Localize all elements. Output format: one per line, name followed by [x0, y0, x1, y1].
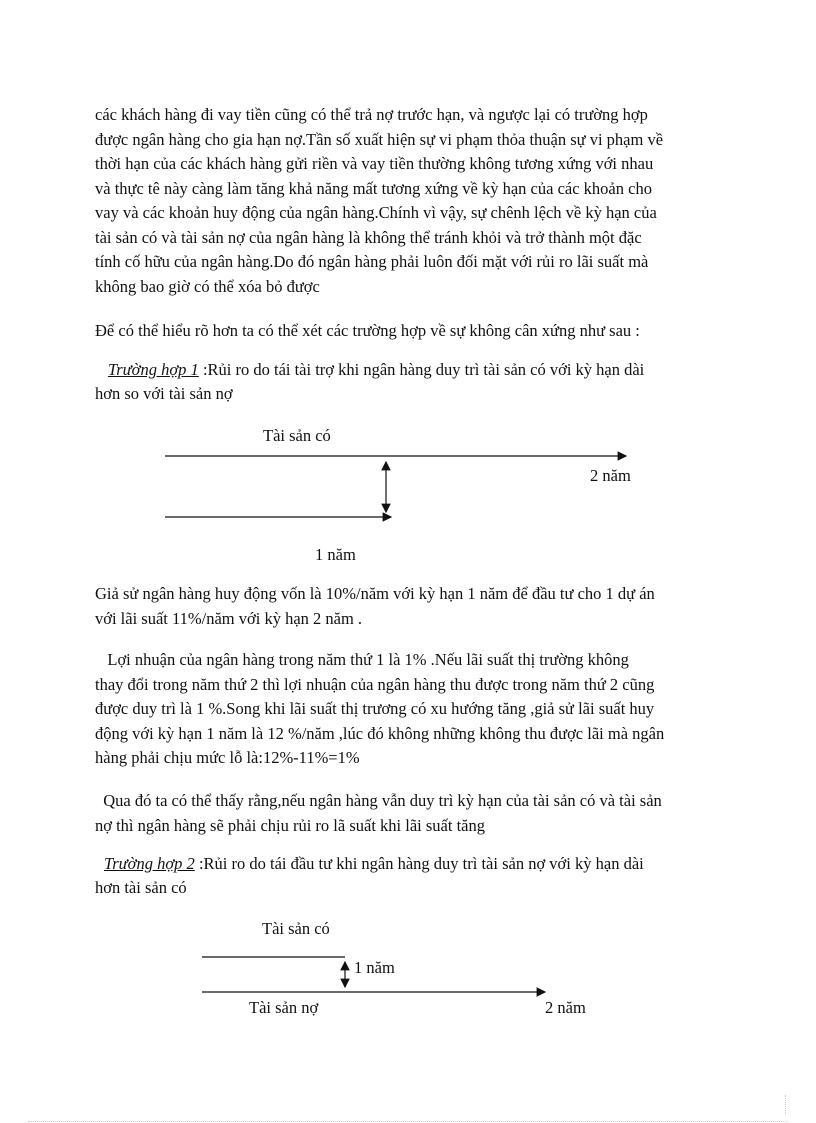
text-line: tính cố hữu của ngân hàng.Do đó ngân hàng phải luôn đối mặt với rủi ro lãi suất mà	[95, 252, 649, 271]
text-line: không bao giờ có thể xóa bỏ được	[95, 276, 320, 296]
diagram-2-assets-label: Tài sản có	[262, 919, 330, 938]
case-2-description: :Rủi ro do tái đầu tư khi ngân hàng duy trì tài sản nợ với kỳ hạn dài	[194, 854, 644, 873]
case-2-heading	[104, 852, 718, 877]
diagram-1-one-year-label: 1 năm	[315, 545, 356, 564]
text-line: vay và các khoản huy động của ngân hàng.Chính vì vậy, sự chênh lệch về kỳ hạn của	[95, 203, 657, 222]
text-line: được ngân hàng cho gia hạn nợ.Tần số xuất hiện sự vi phạm thỏa thuận sự vi phạm về	[95, 129, 664, 149]
text-line: với lãi suất 11%/năm với kỳ hạn 2 năm .	[95, 608, 363, 628]
diagram-1-assets-label: Tài sản có	[263, 426, 331, 445]
text-line	[104, 852, 718, 877]
text-line: Qua đó ta có thể thấy rằng,nếu ngân hàng vẫn duy trì kỳ hạn của tài sản có và tài sản	[95, 791, 662, 810]
text-line: nợ thì ngân hàng sẽ phải chịu rủi ro lã suất khi lãi suất tăng	[95, 815, 485, 835]
case-2-heading-cont	[95, 876, 720, 901]
text-line: động với kỳ hạn 1 năm là 12 %/năm ,lúc đó không những không thu được lãi mà ngân	[95, 723, 665, 743]
case-2-label: Trường hợp 2	[104, 854, 195, 873]
text-line: hàng phải chịu mức lỗ là:12%-11%=1%	[95, 748, 360, 767]
text-line: thay đổi trong năm thứ 2 thì lợi nhuận của ngân hàng thu được trong năm thứ 2 cũng	[95, 674, 655, 694]
case-1-description: :Rủi ro do tái tài trợ khi ngân hàng duy trì tài sản có với kỳ hạn dài	[198, 360, 645, 379]
diagram-2-two-years-label: 2 năm	[545, 998, 586, 1017]
diagram-2-one-year-label: 1 năm	[354, 958, 395, 977]
page-bottom-rule	[28, 1121, 788, 1122]
case-1-label: Trường hợp 1	[108, 360, 199, 379]
text-line: Để có thể hiểu rõ hơn ta có thể xét các trường hợp về sự không cân xứng như sau :	[95, 321, 640, 340]
diagram-1-two-years-label: 2 năm	[590, 466, 631, 485]
page-corner-mark	[785, 1095, 806, 1115]
paragraph-example	[95, 582, 720, 631]
text-line: Giả sử ngân hàng huy động vốn là 10%/năm với kỳ hạn 1 năm để đầu tư cho 1 dự án	[95, 584, 655, 603]
text-line: Lợi nhuận của ngân hàng trong năm thứ 1 là 1% .Nếu lãi suất thị trường không	[95, 650, 629, 669]
text-line: hơn tài sản có	[95, 878, 187, 897]
text-line: thời hạn của các khách hàng gửi riền và vay tiền thường không tương xứng với nhau	[95, 154, 654, 173]
paragraph-conclusion	[95, 789, 720, 838]
diagram-2-liabilities-label: Tài sản nợ	[249, 998, 319, 1017]
text-line: được duy trì là 1 %.Song khi lãi suất thị trương có xu hướng tăng ,giả sử lãi suất huy	[95, 699, 655, 718]
text-line: tài sản có và tài sản nợ của ngân hàng là không thể tránh khỏi và trở thành một đặc	[95, 227, 642, 247]
paragraph-profit	[95, 648, 720, 771]
text-line: và thực tê này càng làm tăng khả năng mất tương xứng về kỳ hạn của các khoản cho	[95, 178, 652, 198]
text-line: các khách hàng đi vay tiền cũng có thể trả nợ trước hạn, và ngược lại có trường hợp	[95, 105, 648, 124]
text-line: hơn so với tài sản nợ	[95, 384, 233, 403]
